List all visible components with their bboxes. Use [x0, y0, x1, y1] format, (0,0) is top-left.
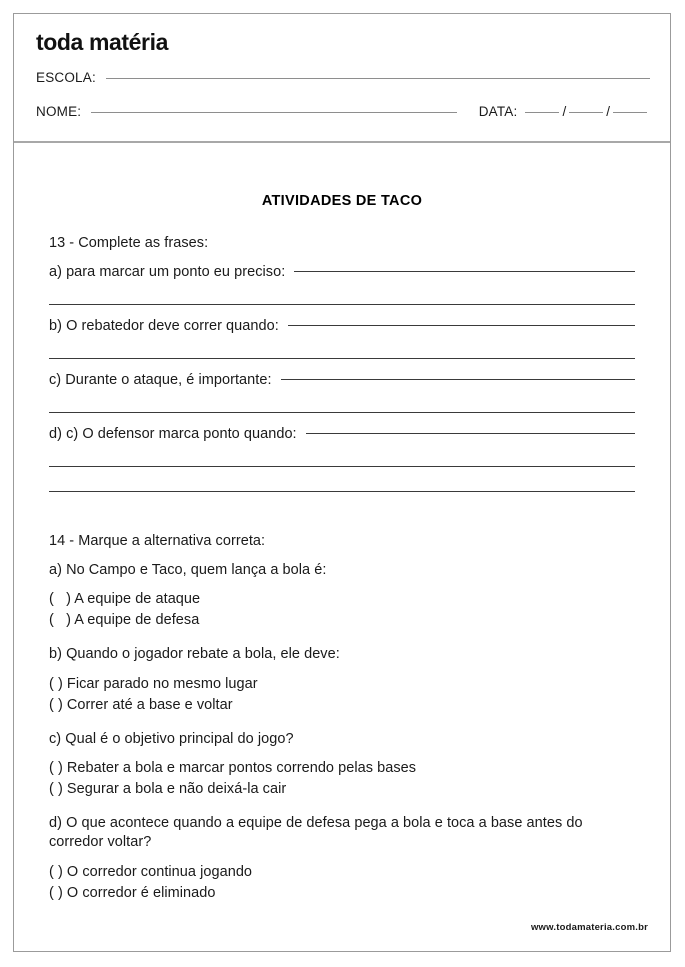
fill-in-item-line [49, 372, 635, 388]
mc-option[interactable]: ( ) A equipe de ataque [49, 591, 201, 608]
answer-rule[interactable] [49, 466, 635, 467]
nome-input-rule[interactable] [91, 112, 456, 113]
data-field-group [479, 104, 650, 119]
fill-in-item [49, 264, 635, 305]
mc-option-list [49, 674, 635, 716]
date-year-slot[interactable] [613, 112, 647, 113]
mc-option[interactable]: ( ) Correr até a base e voltar [49, 696, 233, 713]
answer-rule[interactable] [306, 433, 635, 434]
escola-input-rule[interactable] [106, 78, 650, 79]
fill-in-item-label: a) para marcar um ponto eu preciso: [49, 264, 286, 280]
date-month-slot[interactable] [569, 112, 603, 113]
fill-in-item [49, 426, 635, 492]
fill-in-item-line [49, 264, 635, 280]
mc-option-list [49, 758, 635, 800]
fill-in-item-label: b) O rebatedor deve correr quando: [49, 318, 279, 334]
fill-in-item [49, 372, 635, 413]
answer-rule[interactable] [49, 412, 635, 413]
question-14-heading: 14 - Marque a alternativa correta: [49, 533, 266, 549]
fill-in-item-label: c) Durante o ataque, é importante: [49, 372, 272, 388]
brand-logo: toda matéria [36, 29, 168, 55]
fill-in-item-label: d) c) O defensor marca ponto quando: [49, 426, 297, 442]
section-gap [49, 492, 635, 507]
mc-option-list [49, 589, 635, 631]
mc-question-prompt: b) Quando o jogador rebate a bola, ele deve: [49, 646, 340, 663]
nome-label: NOME: [36, 104, 82, 119]
question-13-heading: 13 - Complete as frases: [49, 235, 209, 251]
escola-label: ESCOLA: [36, 70, 96, 85]
worksheet-content [49, 235, 635, 904]
mc-option[interactable]: ( ) O corredor é eliminado [49, 884, 216, 901]
question-14-items [49, 561, 635, 904]
mc-question-prompt: d) O que acontece quando a equipe de defesa pega a bola e toca a base antes do corredor voltar? [49, 814, 583, 851]
question-13-items [49, 264, 635, 492]
answer-rule[interactable] [49, 304, 635, 305]
date-separator-1: / [562, 104, 567, 119]
fill-in-item-line [49, 318, 635, 334]
date-day-slot[interactable] [525, 112, 559, 113]
answer-rule[interactable] [281, 379, 635, 380]
answer-rule[interactable] [49, 358, 635, 359]
footer-url: www.todamateria.com.br [530, 922, 648, 933]
escola-field-row [36, 70, 650, 85]
worksheet-page [13, 13, 671, 952]
mc-option[interactable]: ( ) Ficar parado no mesmo lugar [49, 675, 258, 692]
fill-in-item [49, 318, 635, 359]
fill-in-item-line [49, 426, 635, 442]
data-label: DATA: [478, 104, 518, 119]
answer-rule[interactable] [288, 325, 635, 326]
answer-rule[interactable] [294, 271, 635, 272]
mc-option-list [49, 862, 635, 904]
worksheet-header [14, 14, 670, 143]
mc-option[interactable]: ( ) Segurar a bola e não deixá-la cair [49, 780, 287, 797]
mc-option[interactable]: ( ) A equipe de defesa [49, 612, 200, 629]
worksheet-body [14, 143, 670, 904]
page-title: ATIVIDADES DE TACO [261, 193, 423, 209]
mc-option[interactable]: ( ) O corredor continua jogando [49, 863, 253, 880]
mc-question-prompt: a) No Campo e Taco, quem lança a bola é: [49, 562, 327, 578]
date-separator-2: / [606, 104, 610, 119]
nome-field-row [36, 104, 650, 119]
mc-option[interactable]: ( ) Rebater a bola e marcar pontos correndo pelas bases [49, 759, 417, 776]
mc-question-prompt: c) Qual é o objetivo principal do jogo? [49, 730, 294, 747]
